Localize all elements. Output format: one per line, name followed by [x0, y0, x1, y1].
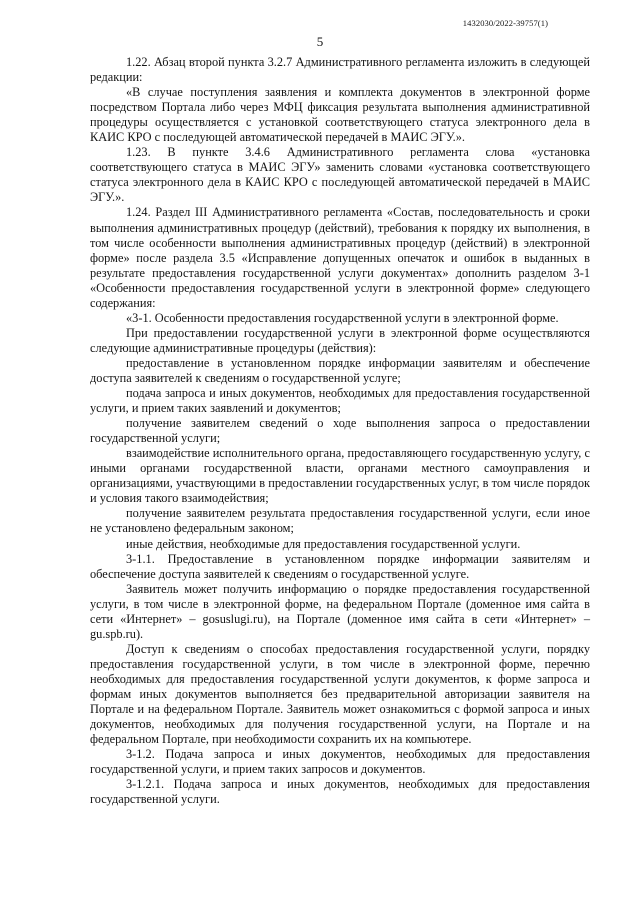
page-number: 5 [316, 34, 324, 49]
section-3-1-2-1-heading: 3-1.2.1. Подача запроса и иных документов, необходимых для предоставления государственной услуги. [90, 777, 590, 807]
list-item-interaction: взаимодействие исполнительного органа, предоставляющего государственную услугу, с иными органами государственной власти, органами местного самоуправления и организациями, участвующими в предоставлении государственных услуг, в том числе порядок и условия такого взаимодействия; [90, 446, 590, 506]
paragraph-1-22: 1.22. Абзац второй пункта 3.2.7 Административного регламента изложить в следующей редакции: [90, 55, 590, 85]
list-item-result: получение заявителем результата предоставления государственной услуги, если иное не установлено федеральным законом; [90, 506, 590, 536]
list-item-information: предоставление в установленном порядке информации заявителям и обеспечение доступа заявителей к сведениям о государственной услуге; [90, 355, 590, 385]
list-item-request-submission: подача запроса и иных документов, необходимых для предоставления государственной услуги, и прием таких заявлений и документов; [90, 386, 590, 416]
paragraph-applicant-info: Заявитель может получить информацию о порядке предоставления государственной услуги, в том числе в электронной форме, на федеральном Портале (доменное имя сайта в сети «Интернет» – gosuslugi.ru), на Портале (доменное имя сайта в сети «Интернет» – gu.spb.ru). [90, 581, 590, 641]
paragraph-quote-3-2-7: «В случае поступления заявления и комплекта документов в электронной форме посредством Портала либо через МФЦ фиксация результата выполнения административной процедуры осуществляется с установкой соответствующего статуса электронного дела в КАИС КРО с последующей автоматической передачей в МАИС ЭГУ.». [90, 85, 590, 145]
document-body [90, 55, 590, 807]
list-item-other-actions: иные действия, необходимые для предоставления государственной услуги. [126, 536, 521, 551]
paragraph-procedures-intro: При предоставлении государственной услуги в электронной форме осуществляются следующие административные процедуры (действия): [90, 325, 590, 355]
paragraph-access-info: Доступ к сведениям о способах предоставления государственной услуги, порядку предоставления государственной услуги, в том числе в электронной форме, перечню необходимых для предоставления государственной услуги документов, к форме запроса и формам иных документов выполняется без предварительной авторизации заявителя на Портале и на федеральном Портале. Заявитель может ознакомиться с формой запроса и иных документов, необходимых для получения государственной услуги, на Портале и на федеральном Портале, при необходимости сохранить их на компьютере. [90, 641, 590, 747]
section-3-1-2-heading: 3-1.2. Подача запроса и иных документов, необходимых для предоставления государственной услуги, и прием таких запросов и документов. [90, 747, 590, 777]
paragraph-1-23: 1.23. В пункте 3.4.6 Административного регламента слова «установка соответствующего статуса в МАИС ЭГУ» заменить словами «установка соответствующего статуса электронного дела в КАИС КРО с последующей автоматической передачей в МАИС ЭГУ.». [90, 145, 590, 205]
list-item-status-info: получение заявителем сведений о ходе выполнения запроса о предоставлении государственной услуги; [90, 416, 590, 446]
section-3-1-1-heading: 3-1.1. Предоставление в установленном порядке информации заявителям и обеспечение доступа заявителей к сведениям о государственной услуге. [90, 551, 590, 581]
paragraph-1-24: 1.24. Раздел III Административного регламента «Состав, последовательность и сроки выполнения административных процедур (действий), требования к порядку их выполнения, в том числе особенности выполнения административных процедур (действий) в электронной форме» после раздела 3.5 «Исправление допущенных опечаток и ошибок в выданных в результате предоставления государственной услуги документах» дополнить разделом 3-1 «Особенности предоставления государственной услуги в электронной форме» следующего содержания: [90, 205, 590, 310]
document-id: 1432030/2022-39757(1) [462, 18, 548, 28]
section-3-1-heading: «3-1. Особенности предоставления государственной услуги в электронной форме. [126, 310, 559, 325]
